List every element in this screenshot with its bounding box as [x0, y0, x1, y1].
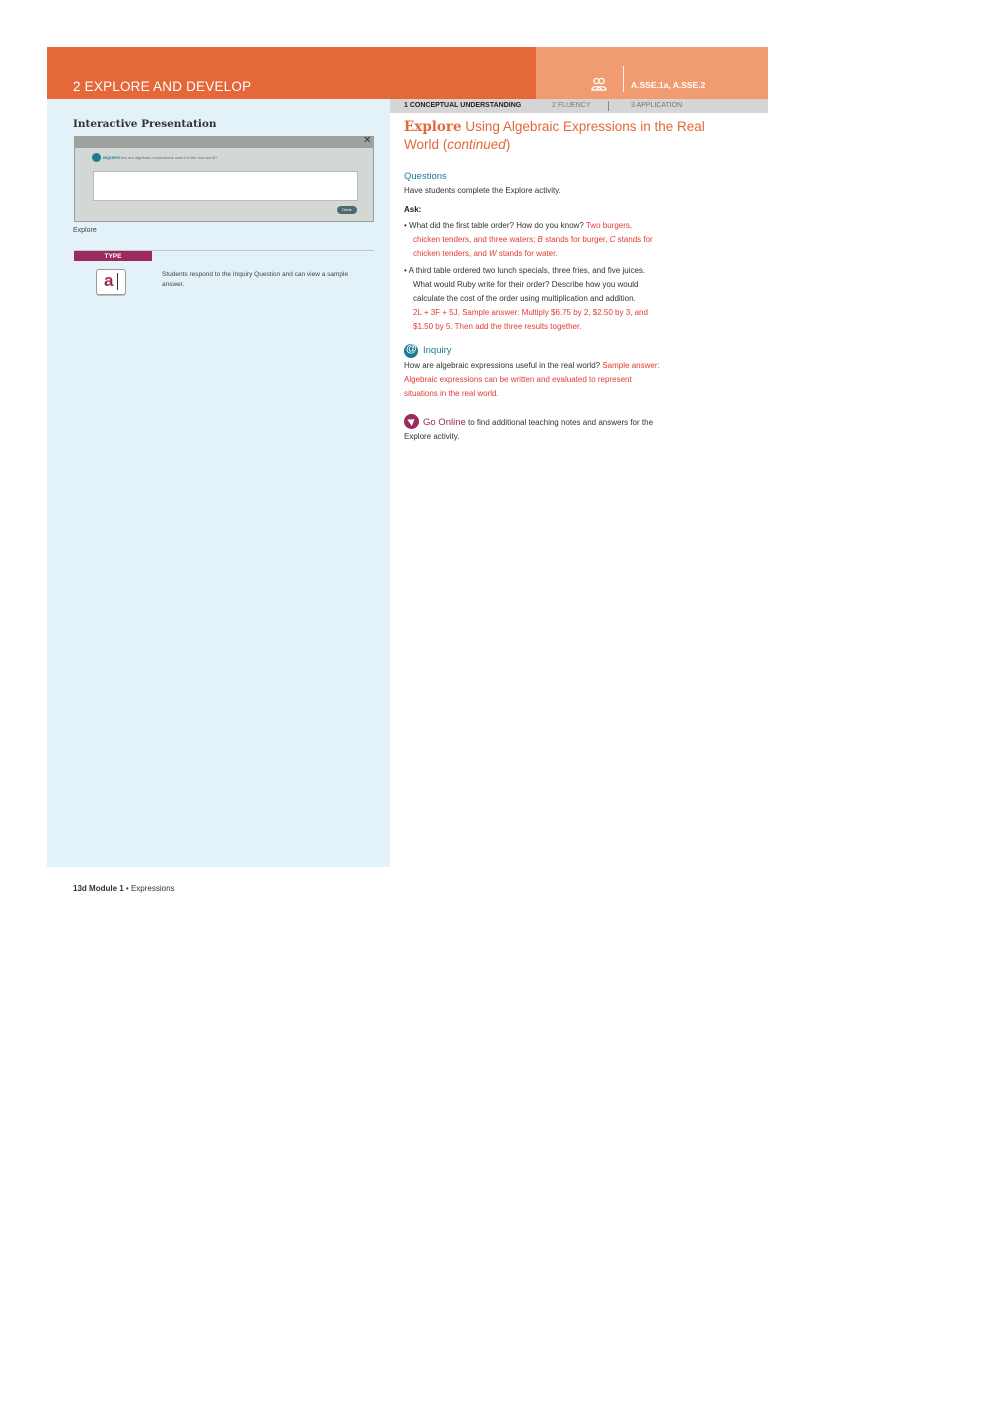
bullet1-answer-l2c: stands for [615, 235, 653, 244]
tab-divider [608, 101, 609, 111]
bullet2-answer-l5: $1.50 by 5. Then add the three results together. [413, 322, 582, 331]
go-online-heading: Go Online [423, 417, 466, 428]
standards-bar [536, 47, 768, 99]
questions-heading: Questions [404, 171, 447, 182]
page-footer [73, 884, 175, 893]
header-divider [623, 66, 624, 92]
screenshot-done-button: Done [337, 206, 357, 214]
inquiry-answer-l2: Algebraic expressions can be written and evaluated to represent [404, 375, 632, 384]
inquiry-answer-l1: Sample answer: [602, 361, 660, 370]
panel-heading: Interactive Presentation [73, 118, 217, 130]
var-b: B [537, 235, 543, 244]
bullet1-answer-l3: chicken tenders, and [413, 249, 490, 258]
type-icon-letter: a [104, 271, 114, 290]
inquiry-question: How are algebraic expressions useful in the real world? [404, 361, 601, 370]
title-close: ) [505, 137, 511, 152]
footer-separator: • [123, 884, 131, 893]
screenshot-titlebar [75, 137, 373, 148]
ask-label: Ask: [404, 205, 422, 214]
inquiry-icon [92, 153, 101, 162]
inquiry-heading: Inquiry [423, 345, 452, 356]
screenshot-inquiry-text: How are algebraic expressions useful in the real world? [119, 155, 218, 160]
footer-topic: Expressions [130, 884, 175, 893]
bullet2-l3: calculate the cost of the order using multiplication and addition. [413, 294, 636, 303]
bullet1-answer-l2: chicken tenders, and three waters; [413, 235, 538, 244]
bullet2-answer-l4: 2L + 3F + 5J. Sample answer: Multiply $6.75 by 2, $2.50 by 3, and [413, 308, 648, 317]
section-title: 2 EXPLORE AND DEVELOP [73, 79, 252, 94]
type-description: Students respond to the Inquiry Question and can view a sample answer. [162, 271, 349, 288]
bullet1-answer-l2b: stands for burger, [542, 235, 610, 244]
questions-body: Have students complete the Explore activity. [404, 186, 561, 195]
tab-application: 3 APPLICATION [631, 102, 683, 109]
ask-bullet-1 [404, 219, 704, 261]
var-c: C [609, 235, 616, 244]
bullet1-question: • What did the first table order? How do you know? [404, 221, 584, 230]
bullet1-answer-l3b: stands for water. [496, 249, 558, 258]
title-text: Using Algebraic Expressions in the Real World ( [404, 119, 705, 152]
page-number: 13d [73, 884, 87, 893]
inquiry-answer-l3: situations in the real world. [404, 389, 499, 398]
go-online-text-1: to find additional teaching notes and answers for the [465, 418, 654, 427]
type-label: TYPE [74, 251, 152, 261]
page-title [404, 118, 724, 153]
people-icon [591, 77, 607, 91]
text-cursor-icon [117, 273, 118, 290]
screenshot-answer-box [93, 171, 358, 201]
close-icon: ✕ [363, 135, 372, 146]
standards-label: A.SSE.1a, A.SSE.2 [631, 80, 706, 90]
var-w: W [489, 249, 497, 258]
go-online-note [404, 416, 653, 444]
bullet2-l1: • A third table ordered two lunch specials, three fries, and five juices. [404, 266, 646, 275]
inquiry-body [404, 359, 660, 401]
tab-fluency: 2 FLUENCY [552, 102, 591, 109]
tab-conceptual-understanding: 1 CONCEPTUAL UNDERSTANDING [404, 102, 522, 109]
footer-module: Module 1 [89, 884, 124, 893]
bullet2-l2: What would Ruby write for their order? Describe how you would [413, 280, 639, 289]
screenshot-inquiry-word: INQUIRY [103, 155, 120, 160]
inquiry-icon [404, 344, 418, 358]
title-continued: continued [447, 137, 506, 152]
screenshot-caption: Explore [73, 227, 97, 234]
bullet1-answer-start: Two burgers, [585, 221, 633, 230]
title-keyword: Explore [404, 119, 462, 135]
ask-bullet-2 [404, 264, 704, 334]
go-online-text-2: Explore activity. [404, 432, 460, 441]
